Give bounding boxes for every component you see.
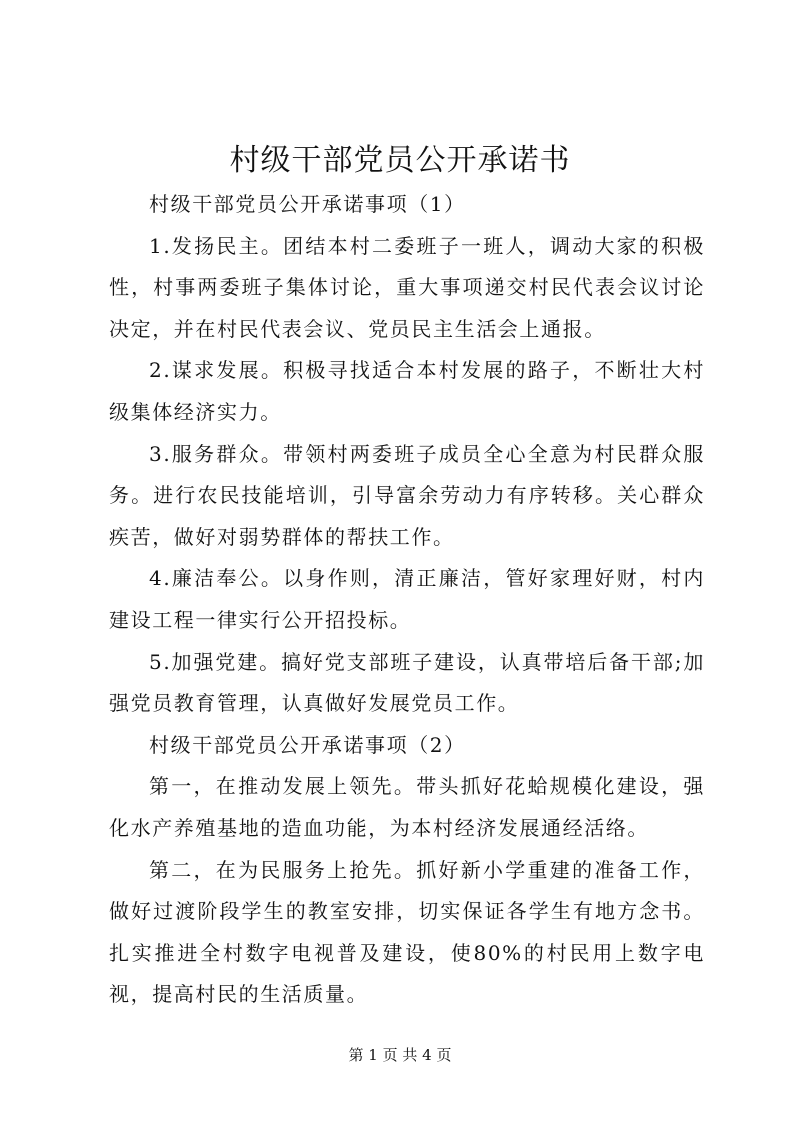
document-body [109,184,705,1016]
paragraph-item-3: 3.服务群众。带领村两委班子成员全心全意为村民群众服务。进行农民技能培训，引导富余劳动力有序转移。关心群众疾苦，做好对弱势群体的帮扶工作。 [109,441,705,549]
paragraph-first: 第一，在推动发展上领先。带头抓好花蛤规模化建设，强化水产养殖基地的造血功能，为本村经济发展通经活络。 [109,774,705,840]
paragraph-item-1: 1.发扬民主。团结本村二委班子一班人，调动大家的积极性，村事两委班子集体讨论，重大事项递交村民代表会议讨论决定，并在村民代表会议、党员民主生活会上通报。 [109,233,705,341]
section-heading-2: 村级干部党员公开承诺事项（2） [149,732,466,757]
paragraph-item-5: 5.加强党建。搞好党支部班子建设，认真带培后备干部;加强党员教育管理，认真做好发展党员工作。 [109,649,705,716]
document-title: 村级干部党员公开承诺书 [229,143,571,178]
paragraph-item-2: 2.谋求发展。积极寻找适合本村发展的路子，不断壮大村级集体经济实力。 [109,358,705,424]
paragraph-item-4: 4.廉洁奉公。以身作则，清正廉洁，管好家理好财，村内建设工程一律实行公开招投标。 [109,566,705,632]
page-number-footer: 第 1 页 共 4 页 [348,1046,452,1064]
paragraph-second: 第二，在为民服务上抢先。抓好新小学重建的准备工作，做好过渡阶段学生的教室安排，切实保证各学生有地方念书。扎实推进全村数字电视普及建设，使80%的村民用上数字电视，提高村民的生活质量。 [109,857,705,1007]
section-heading-1: 村级干部党员公开承诺事项（1） [149,192,466,216]
